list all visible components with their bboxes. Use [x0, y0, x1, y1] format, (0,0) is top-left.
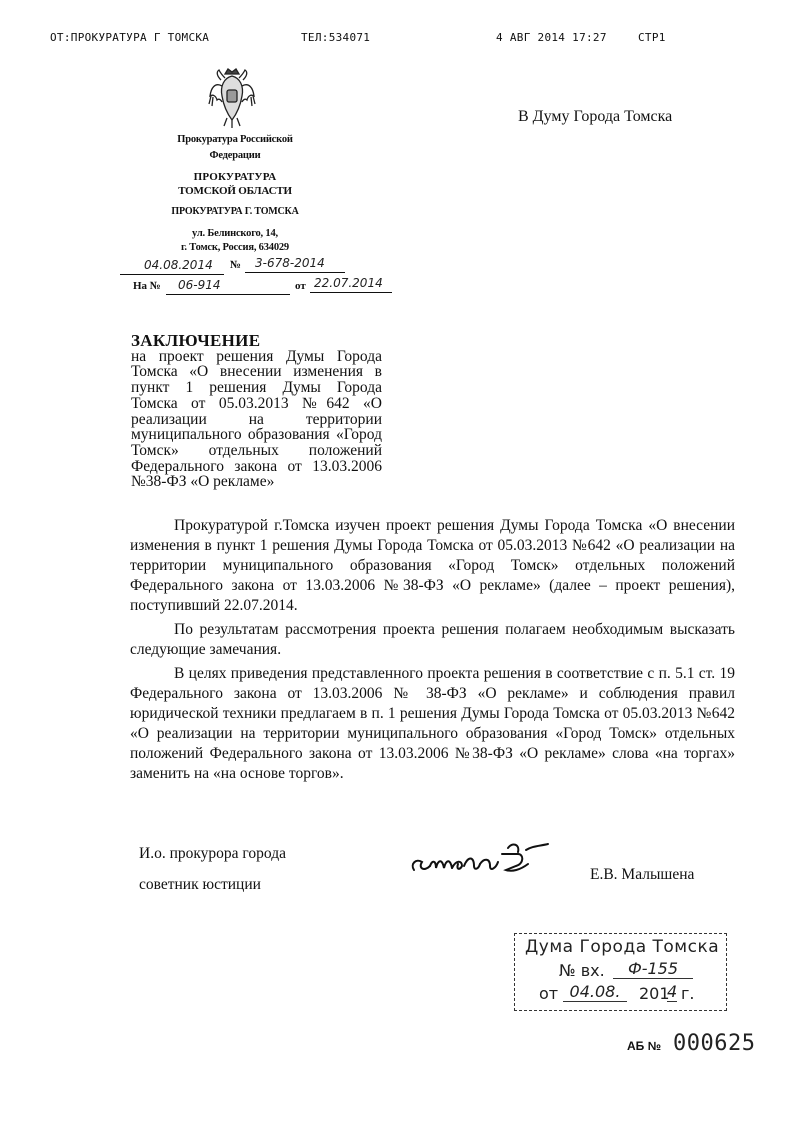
title-subject: на проект решения Думы Города Томска «О внесении изменения в пункт 1 решения Думы Города Томска от 05.03.2013 №642 «О реализации на территории муниципального образования «Город Томск» отдельных положений Федерального закона от 13.03.2006 №38-ФЗ «О рекламе»	[131, 347, 382, 491]
received-stamp-org: Дума Города Томска	[525, 937, 720, 957]
stamp-office: ПРОКУРАТУРА	[193, 171, 277, 183]
outgoing-date-field	[120, 258, 224, 275]
recipient: В Думу Города Томска	[518, 108, 673, 125]
document-title	[131, 333, 382, 490]
received-number-label: № вх.	[559, 961, 605, 980]
document-body	[130, 516, 735, 784]
stamp-region: ТОМСКОЙ ОБЛАСТИ	[178, 185, 292, 197]
outgoing-number: 3-678-2014	[255, 256, 325, 270]
stamp-city-office: ПРОКУРАТУРА Г. ТОМСКА	[171, 206, 299, 217]
received-date-label: от	[539, 984, 559, 1003]
fax-phone: ТЕЛ:534071	[301, 31, 371, 44]
received-stamp	[514, 933, 727, 1011]
received-year-prefix: 201	[639, 984, 670, 1003]
received-year-suffix: 4	[667, 982, 678, 1001]
stamp-street: ул. Белинского, 14,	[192, 228, 278, 239]
title-heading: ЗАКЛЮЧЕНИЕ	[131, 331, 261, 350]
fax-datetime: 4 АВГ 2014 17:27	[496, 31, 607, 44]
fax-sender: ОТ:ПРОКУРАТУРА Г ТОМСКА	[50, 31, 210, 44]
body-paragraph-3: В целях приведения представленного проекта решения в соответствие с п. 5.1 ст. 19 Федерального закона от 13.03.2006 № 38-ФЗ «О рекламе» и соблюдения правил юридической техники предлагаем в п. 1 решения Думы Города Томска от 05.03.2013 №642 «О реализации на территории муниципального образования «Город Томск» отдельных положений Федерального закона от 13.03.2006 №38-ФЗ «О рекламе» слова «на торгах» заменить на «на основе торгов».	[130, 665, 735, 782]
body-paragraph-1: Прокуратурой г.Томска изучен проект решения Думы Города Томска «О внесении изменения в пункт 1 решения Думы Города Томска от 05.03.2013 №642 «О реализации на территории муниципального образования «Город Томск» отдельных положений Федерального закона от 13.03.2006 №38-ФЗ «О рекламе» (далее – проект решения), поступивший 22.07.2014.	[130, 517, 735, 614]
body-paragraph-2: По результатам рассмотрения проекта решения полагаем необходимым высказать следующие замечания.	[130, 621, 735, 658]
fax-page: СТР1	[638, 31, 666, 44]
ref-number: 06-914	[178, 278, 221, 292]
serial-number: 000625	[673, 1031, 756, 1056]
ref-number-label: На №	[133, 280, 161, 292]
ref-date-label: от	[295, 280, 306, 292]
received-year-end: г.	[681, 984, 695, 1003]
stamp-authority: Прокуратура Российской	[177, 134, 293, 145]
handwritten-signature	[408, 840, 568, 884]
received-date: 04.08.	[563, 982, 627, 1002]
outgoing-number-field	[245, 256, 345, 273]
signer-position: И.о. прокурора города	[139, 845, 286, 862]
signer-name: Е.В. Малышена	[590, 866, 695, 883]
ref-date-field	[310, 276, 392, 293]
ref-number-field	[166, 278, 290, 295]
outgoing-date: 04.08.2014	[144, 258, 213, 272]
signer-rank: советник юстиции	[139, 876, 261, 893]
serial-label: АБ №	[627, 1039, 662, 1053]
outgoing-number-label: №	[230, 259, 242, 271]
stamp-city: г. Томск, Россия, 634029	[181, 242, 289, 253]
ref-date: 22.07.2014	[314, 276, 383, 290]
received-number: Ф-155	[613, 959, 693, 979]
coat-of-arms-icon	[207, 66, 257, 130]
stamp-authority-2: Федерации	[209, 150, 261, 161]
